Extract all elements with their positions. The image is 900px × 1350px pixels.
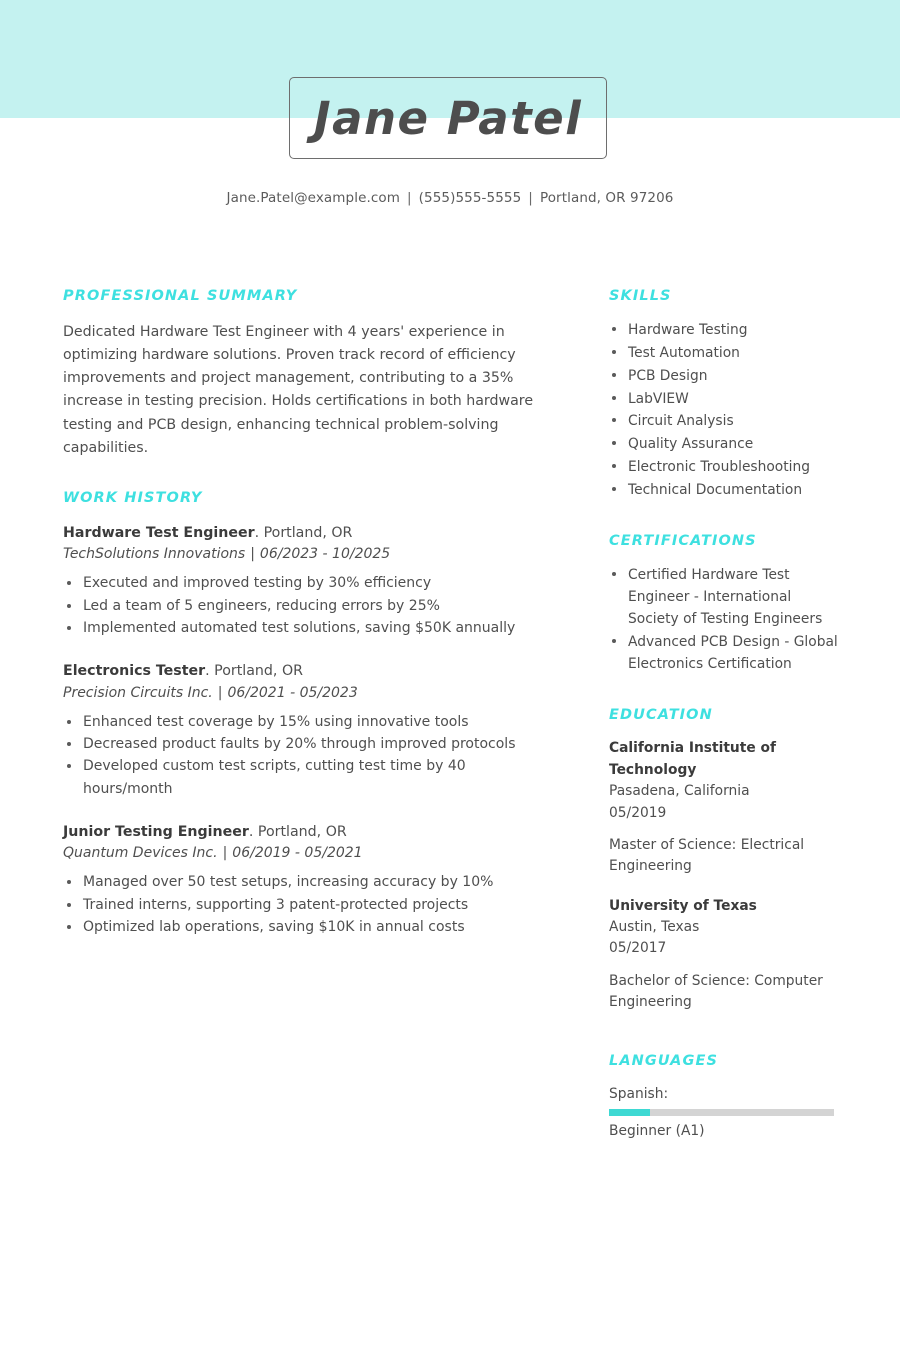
contact-phone: (555)555-5555 bbox=[418, 190, 522, 206]
work-company: Precision Circuits Inc. bbox=[63, 684, 213, 701]
work-job-title: Hardware Test Engineer bbox=[63, 524, 255, 541]
list-item: Hardware Testing bbox=[609, 319, 839, 341]
certifications-list bbox=[609, 564, 839, 676]
work-meta-line bbox=[63, 843, 550, 864]
work-entry bbox=[63, 661, 550, 800]
language-proficiency-bar bbox=[609, 1109, 834, 1116]
list-item: Advanced PCB Design - Global Electronics Certification bbox=[609, 631, 839, 676]
education-date: 05/2019 bbox=[609, 804, 667, 821]
work-bullets bbox=[63, 871, 550, 938]
section-professional-summary bbox=[63, 288, 550, 460]
list-item: Led a team of 5 engineers, reducing errors by 25% bbox=[63, 595, 550, 617]
work-job-location: . Portland, OR bbox=[248, 824, 347, 841]
work-title-line bbox=[63, 822, 550, 843]
work-bullets bbox=[63, 711, 550, 801]
work-entry bbox=[63, 523, 550, 639]
page-title: Jane Patel bbox=[313, 91, 583, 145]
education-degree: Bachelor of Science: Computer Engineering bbox=[609, 972, 823, 1011]
skills-list bbox=[609, 319, 839, 501]
work-job-title: Electronics Tester bbox=[63, 663, 206, 680]
education-school: University of Texas bbox=[609, 897, 757, 914]
education-entry bbox=[609, 738, 839, 877]
language-entry bbox=[609, 1084, 839, 1142]
language-level: Beginner (A1) bbox=[609, 1123, 705, 1140]
list-item: Optimized lab operations, saving $10K in annual costs bbox=[63, 916, 550, 938]
work-title-line bbox=[63, 661, 550, 682]
section-languages bbox=[609, 1053, 839, 1142]
list-item: Enhanced test coverage by 15% using innovative tools bbox=[63, 711, 550, 733]
section-heading-certifications: CERTIFICATIONS bbox=[609, 532, 757, 549]
spacer bbox=[609, 1032, 839, 1053]
education-entry bbox=[609, 896, 839, 1014]
list-item: Decreased product faults by 20% through improved protocols bbox=[63, 733, 550, 755]
contact-separator-1: | bbox=[407, 190, 412, 206]
contact-line bbox=[0, 190, 900, 206]
spacer bbox=[609, 675, 839, 707]
work-job-location: . Portland, OR bbox=[205, 663, 303, 680]
section-certifications bbox=[609, 533, 839, 676]
work-meta-separator: | bbox=[217, 684, 223, 701]
list-item: LabVIEW bbox=[609, 388, 839, 410]
work-dates: 06/2021 - 05/2023 bbox=[227, 684, 358, 701]
language-name: Spanish: bbox=[609, 1085, 669, 1102]
contact-location: Portland, OR 97206 bbox=[539, 190, 674, 206]
spacer bbox=[63, 460, 550, 490]
list-item: Electronic Troubleshooting bbox=[609, 456, 839, 478]
section-heading-education: EDUCATION bbox=[609, 707, 713, 724]
list-item: Test Automation bbox=[609, 342, 839, 364]
list-item: Executed and improved testing by 30% efficiency bbox=[63, 572, 550, 594]
list-item: Implemented automated test solutions, saving $50K annually bbox=[63, 617, 550, 639]
work-dates: 06/2019 - 05/2021 bbox=[232, 845, 363, 862]
section-heading-summary: PROFESSIONAL SUMMARY bbox=[63, 288, 298, 304]
work-meta-line bbox=[63, 544, 550, 565]
language-proficiency-fill bbox=[609, 1109, 650, 1116]
list-item: Quality Assurance bbox=[609, 433, 839, 455]
education-date: 05/2017 bbox=[609, 940, 667, 957]
work-meta-separator: | bbox=[222, 845, 228, 862]
work-dates: 06/2023 - 10/2025 bbox=[259, 546, 391, 563]
work-entry bbox=[63, 822, 550, 938]
left-column bbox=[63, 288, 550, 939]
list-item: Trained interns, supporting 3 patent-protected projects bbox=[63, 894, 550, 916]
section-skills bbox=[609, 288, 839, 501]
work-job-location: . Portland, OR bbox=[254, 524, 353, 541]
list-item: PCB Design bbox=[609, 365, 839, 387]
list-item: Circuit Analysis bbox=[609, 410, 839, 432]
list-item: Developed custom test scripts, cutting test time by 40 hours/month bbox=[63, 755, 550, 800]
section-heading-skills: SKILLS bbox=[609, 288, 672, 304]
education-degree: Master of Science: Electrical Engineering bbox=[609, 836, 805, 875]
right-column bbox=[609, 288, 839, 1142]
work-title-line bbox=[63, 523, 550, 544]
list-item: Technical Documentation bbox=[609, 479, 839, 501]
list-item: Managed over 50 test setups, increasing accuracy by 10% bbox=[63, 871, 550, 893]
name-box bbox=[289, 77, 607, 159]
education-school: California Institute of Technology bbox=[609, 740, 776, 778]
work-job-title: Junior Testing Engineer bbox=[63, 824, 249, 841]
section-heading-languages: LANGUAGES bbox=[609, 1052, 718, 1069]
list-item: Certified Hardware Test Engineer - International Society of Testing Engineers bbox=[609, 564, 839, 631]
work-company: Quantum Devices Inc. bbox=[63, 845, 218, 862]
work-meta-line bbox=[63, 683, 550, 704]
section-work-history bbox=[63, 490, 550, 939]
contact-separator-2: | bbox=[528, 190, 533, 206]
summary-text: Dedicated Hardware Test Engineer with 4 years' experience in optimizing hardware solutions. Proven track record of efficiency improvements and project management, contributing to a 35% increase in testing precision. Holds certifications in both hardware testing and PCB design, enhancing technical problem-solving capabilities. bbox=[63, 324, 534, 456]
education-location: Pasadena, California bbox=[609, 783, 750, 800]
work-bullets bbox=[63, 572, 550, 639]
work-meta-separator: | bbox=[250, 546, 255, 563]
section-education bbox=[609, 707, 839, 1013]
contact-email: Jane.Patel@example.com bbox=[226, 190, 401, 206]
spacer bbox=[609, 502, 839, 533]
education-location: Austin, Texas bbox=[609, 919, 700, 936]
work-company: TechSolutions Innovations bbox=[63, 546, 246, 563]
section-heading-work-history: WORK HISTORY bbox=[63, 489, 203, 506]
